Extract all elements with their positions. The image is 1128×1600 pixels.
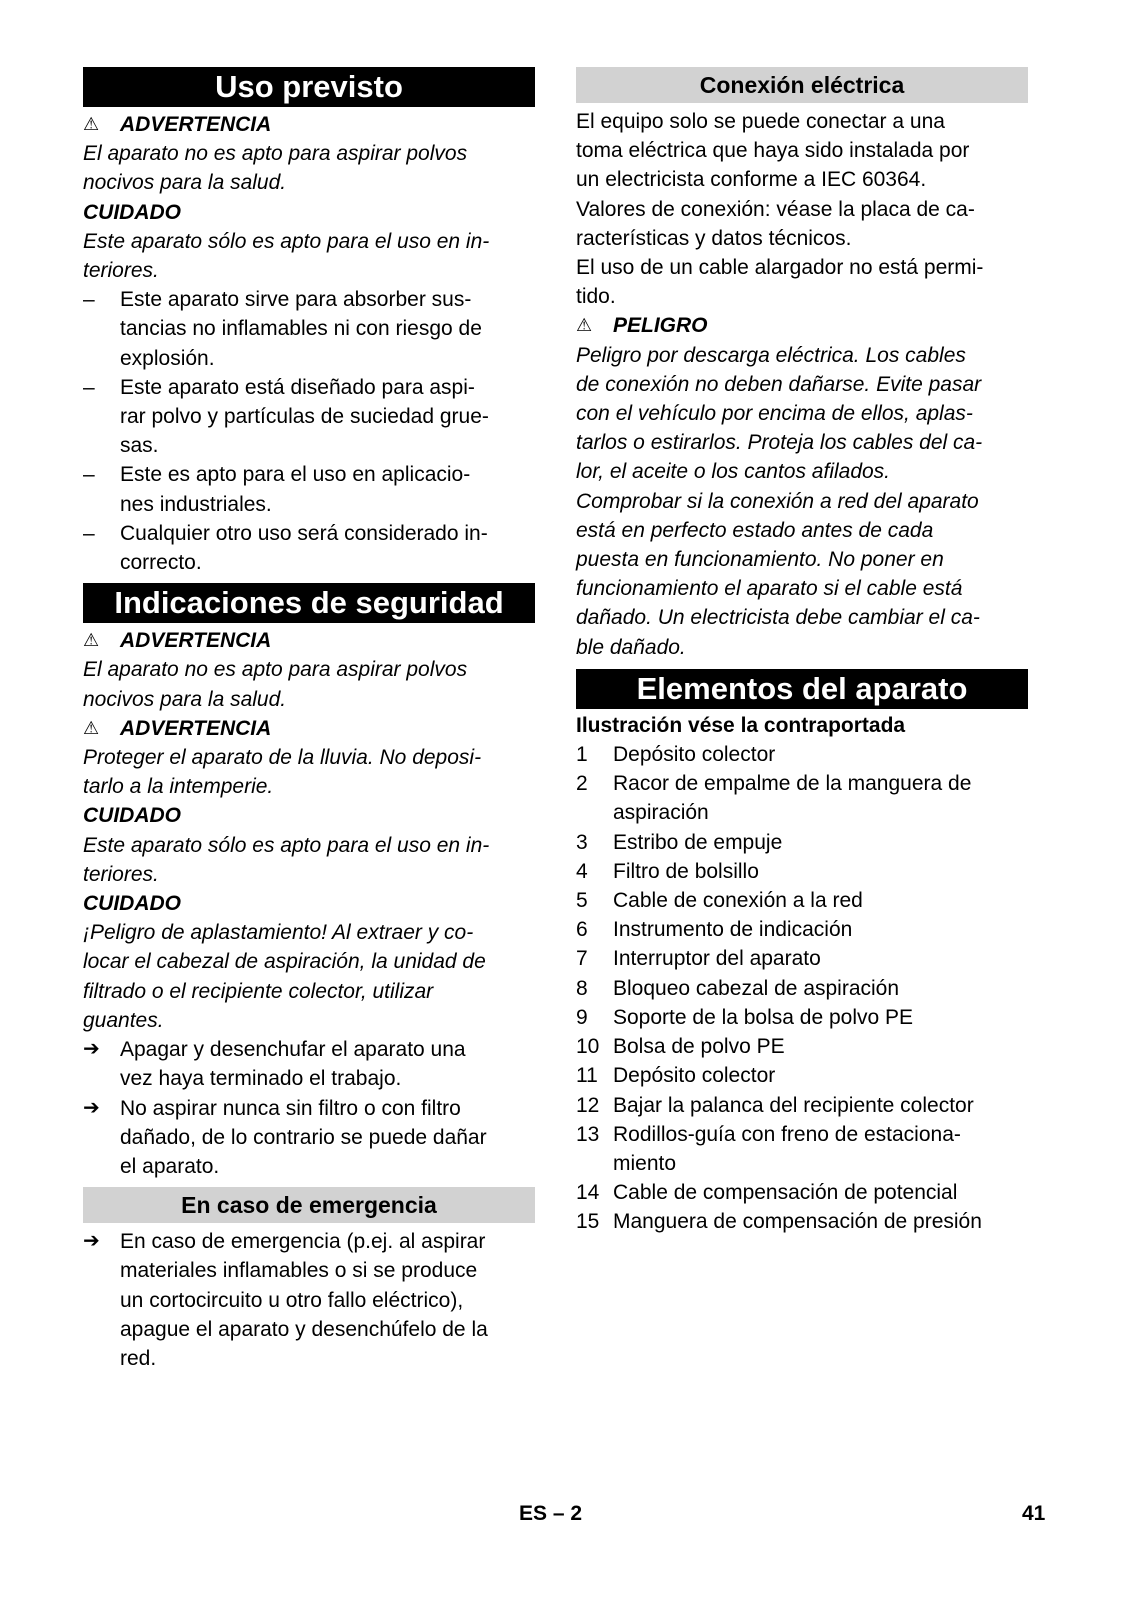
item-number: 4 xyxy=(576,859,588,883)
item-number: 3 xyxy=(576,830,588,854)
footer-section: ES – 2 xyxy=(519,1502,583,1525)
subheading: Ilustración vése la contraportada xyxy=(576,713,906,737)
arrow-item: ➔ No aspirar nunca sin filtro o con filtro dañado, de lo contrario se puede dañar el aparato. xyxy=(83,1094,535,1182)
heading-indicaciones-seguridad: Indicaciones de seguridad xyxy=(83,583,535,623)
item-number: 5 xyxy=(576,889,588,913)
item-text: Depósito colector xyxy=(613,743,776,767)
item-number: 12 xyxy=(576,1093,600,1117)
item-text: Filtro de bolsillo xyxy=(613,859,759,883)
list-item xyxy=(576,1061,1028,1090)
heading-uso-previsto: Uso previsto xyxy=(83,67,535,107)
item-text: Bajar la palanca del recipiente colector xyxy=(613,1093,974,1117)
left-column xyxy=(83,67,535,1373)
item-text: Estribo de empuje xyxy=(613,830,783,854)
arrow-right-icon: ➔ xyxy=(83,1096,100,1119)
list-item xyxy=(576,974,1028,1003)
warning-header: ⚠ ADVERTENCIA xyxy=(83,714,535,743)
heading-en-caso-de-emergencia: En caso de emergencia xyxy=(83,1187,535,1223)
dash-item: – Este aparato está diseñado para aspi- rar polvo y partículas de suciedad grue- sas. xyxy=(83,373,535,461)
arrow-right-icon: ➔ xyxy=(83,1038,100,1061)
caution-header: CUIDADO xyxy=(83,804,181,828)
page-number: 41 xyxy=(1022,1502,1046,1525)
caution-text: ¡Peligro de aplastamiento! Al extraer y co- locar el cabezal de aspiración, la unidad de filtrado o el recipiente colector, utilizar guantes. xyxy=(83,921,486,1032)
item-text: Cable de conexión a la red xyxy=(613,889,863,913)
item-text: Rodillos-guía con freno de estaciona- xyxy=(613,1122,961,1146)
dash-icon: – xyxy=(83,375,95,399)
item-text: aspiración xyxy=(613,801,709,825)
item-number: 11 xyxy=(576,1064,598,1088)
warning-header: ⚠ ADVERTENCIA xyxy=(83,110,535,139)
warning-text: Proteger el aparato de la lluvia. No deposi- tarlo a la intemperie. xyxy=(83,746,482,799)
item-text: Manguera de compensación de presión xyxy=(613,1210,982,1234)
item-number: 15 xyxy=(576,1210,600,1234)
danger-text: Peligro por descarga eléctrica. Los cables de conexión no deben dañarse. Evite pasar con el vehículo por encima de ellos, aplas- tarlos o estirarlos. Proteja los cables del ca- lor, el aceite o los cantos afilados. Comprobar si la conexión a red del aparato está en perfecto estado antes de cada puesta en funcionamiento. No poner en funcionamiento el aparato si el cable está dañado. Un electricista debe cambiar el ca- ble dañado. xyxy=(576,343,983,659)
dash-item: – Este aparato sirve para absorber sus- tancias no inflamables ni con riesgo de explosión. xyxy=(83,285,535,373)
item-text: Racor de empalme de la manguera de xyxy=(613,772,972,796)
elements-list xyxy=(576,740,1028,1236)
caution-header: CUIDADO xyxy=(83,200,181,224)
item-text: Instrumento de indicación xyxy=(613,918,853,942)
caution-text: Este aparato sólo es apto para el uso en in- teriores. xyxy=(83,833,490,886)
list-item xyxy=(576,1091,1028,1120)
dash-item: – Este es apto para el uso en aplicacio- nes industriales. xyxy=(83,460,535,518)
item-number: 14 xyxy=(576,1181,600,1205)
warning-triangle-icon: ⚠ xyxy=(83,114,100,134)
list-item xyxy=(576,857,1028,886)
dash-icon: – xyxy=(83,463,95,487)
item-text: miento xyxy=(613,1151,677,1175)
item-number: 8 xyxy=(576,976,588,1000)
caution-header: CUIDADO xyxy=(83,892,181,916)
item-number: 6 xyxy=(576,918,588,942)
item-number: 2 xyxy=(576,772,588,796)
item-number: 1 xyxy=(576,743,588,767)
dash-item: – Cualquier otro uso será considerado in- correcto. xyxy=(83,519,535,577)
list-item xyxy=(576,1003,1028,1032)
warning-triangle-icon: ⚠ xyxy=(83,717,100,738)
list-item xyxy=(576,769,1028,827)
item-text: Cable de compensación de potencial xyxy=(613,1181,958,1205)
list-item xyxy=(576,1032,1028,1061)
list-item xyxy=(576,1178,1028,1207)
danger-header: ⚠ PELIGRO xyxy=(576,311,1028,340)
warning-triangle-icon: ⚠ xyxy=(83,630,100,651)
dash-icon: – xyxy=(83,288,95,312)
right-column xyxy=(576,67,1028,1237)
dash-icon: – xyxy=(83,521,95,545)
item-number: 13 xyxy=(576,1122,600,1146)
caution-text: Este aparato sólo es apto para el uso en in- teriores. xyxy=(83,229,490,283)
arrow-item: ➔ Apagar y desenchufar el aparato una vez haya terminado el trabajo. xyxy=(83,1035,535,1093)
warning-triangle-icon: ⚠ xyxy=(576,315,593,336)
item-text: Soporte de la bolsa de polvo PE xyxy=(613,1005,914,1029)
warning-text: El aparato no es apto para aspirar polvos nocivos para la salud. xyxy=(83,658,468,711)
list-item xyxy=(576,828,1028,857)
list-item xyxy=(576,1120,1028,1178)
list-item xyxy=(576,740,1028,769)
item-number: 10 xyxy=(576,1035,600,1059)
warning-text: El aparato no es apto para aspirar polvos nocivos para la salud. xyxy=(83,142,468,195)
list-item xyxy=(576,915,1028,944)
list-item xyxy=(576,1207,1028,1236)
item-text: Depósito colector xyxy=(613,1064,776,1088)
item-number: 9 xyxy=(576,1005,588,1029)
heading-conexion-electrica: Conexión eléctrica xyxy=(576,67,1028,103)
paragraph: El equipo solo se puede conectar a una toma eléctrica que haya sido instalada por un electricista conforme a IEC 60364. Valores de conexión: véase la placa de ca- racterísticas y datos técnicos. El uso de un cable alargador no está permi- tido. xyxy=(576,110,984,309)
item-text: Bloqueo cabezal de aspiración xyxy=(613,976,900,1000)
item-number: 7 xyxy=(576,947,588,971)
arrow-item: ➔ En caso de emergencia (p.ej. al aspirar materiales inflamables o si se produce un cortocircuito u otro fallo eléctrico), apague el aparato y desenchúfelo de la red. xyxy=(83,1227,535,1373)
item-text: Interruptor del aparato xyxy=(613,947,821,971)
heading-elementos-del-aparato: Elementos del aparato xyxy=(576,669,1028,709)
warning-header: ⚠ ADVERTENCIA xyxy=(83,626,535,655)
list-item xyxy=(576,886,1028,915)
item-text: Bolsa de polvo PE xyxy=(613,1035,785,1059)
list-item xyxy=(576,944,1028,973)
arrow-right-icon: ➔ xyxy=(83,1230,100,1253)
